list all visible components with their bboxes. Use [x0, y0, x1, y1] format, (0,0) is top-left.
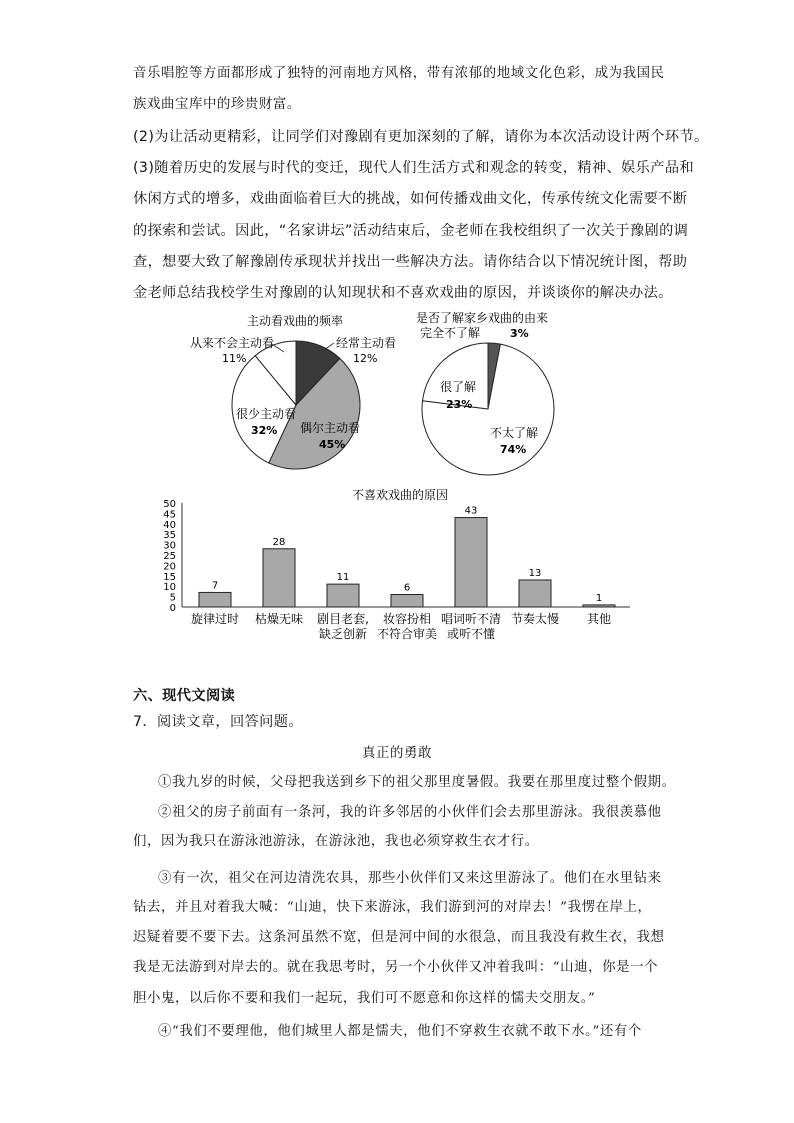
question-3-line-2: 休闲方式的增多，戏曲面临着巨大的挑战，如何传播戏曲文化，传承传统文化需要不断 [133, 191, 688, 207]
article-p3-line-4: 我是无法游到对岸去的。就在我思考时，另一个小伙伴又冲着我叫：“山迪，你是一个 [133, 960, 659, 975]
bar-value-label-4: 43 [464, 505, 478, 517]
pie2-label-little: 不太了解 [490, 426, 539, 440]
bar-category-label-2-0: 剧目老套, [317, 612, 369, 626]
pie-chart-frequency [190, 313, 396, 469]
pie-chart-origin-knowledge [416, 310, 554, 475]
article-p3-line-5: 胆小鬼，以后你不要和我们一起玩，我们可不愿意和你这样的懦夫交朋友。” [133, 991, 596, 1006]
bar-y-tick-10: 50 [163, 499, 176, 510]
bar-2 [327, 584, 359, 607]
bar-y-tick-8: 40 [163, 519, 176, 531]
pie1-value-never: 11% [222, 352, 247, 365]
question-7: 7．阅读文章，回答问题。 [133, 714, 303, 730]
article-p3-line-3: 迟疑着要不要下去。这条河虽然不宽，但是河中间的水很急，而且我没有救生衣，我想 [133, 930, 665, 945]
bar-category-label-1-0: 枯燥无味 [254, 612, 304, 626]
bar-category-label-0-0: 旋律过时 [190, 612, 240, 626]
pie2-label-none: 完全不了解 [420, 326, 481, 340]
bar-value-label-6: 1 [595, 592, 603, 604]
article-p2-line-1: ②祖父的房子前面有一条河，我的许多邻居的小伙伴们会去那里游泳。我很羡慕他 [158, 805, 662, 820]
bar-y-tick-9: 45 [163, 509, 176, 521]
bar-value-label-3: 6 [403, 582, 411, 594]
pie2-value-none: 3% [510, 327, 529, 340]
pie1-value-sometimes: 45% [319, 438, 346, 451]
question-3-line-1: (3)随着历史的发展与时代的变迁，现代人们生活方式和观念的转变，精神、娱乐产品和 [133, 160, 695, 176]
article-p4-line-1: ④“我们不要理他，他们城里人都是懦夫，他们不穿救生衣就不敢下水。”还有个 [158, 1024, 642, 1039]
question-3-line-4: 查，想要大致了解豫剧传承现状并找出一些解决方法。请你结合以下情况统计图，帮助 [133, 254, 688, 270]
pie2-value-little: 74% [500, 443, 527, 456]
article-p3-line-2: 钻去，并且对着我大喊：“山迪，快下来游泳，我们游到河的对岸去！”我愣在岸上， [133, 900, 652, 915]
pie2-title: 是否了解家乡戏曲的由来 [415, 311, 549, 325]
pie1-label-never: 从来不会主动看 [190, 336, 275, 350]
pie2-value-well: 23% [446, 398, 473, 411]
bar-category-label-4-0: 唱词听不清 [440, 612, 502, 626]
bar-category-label-4-1: 或听不懂 [446, 627, 496, 641]
bar-category-label-6-0: 其他 [586, 612, 612, 626]
bar-y-tick-0: 0 [169, 603, 176, 614]
bar-y-tick-4: 20 [163, 561, 176, 573]
bar-category-label-3-1: 不符合审美 [376, 627, 438, 641]
article-p3-line-1: ③有一次，祖父在河边清洗农具，那些小伙伴们又来这里游泳了。他们在水里钻来 [158, 871, 662, 886]
bar-y-tick-5: 25 [163, 551, 176, 562]
question-2: (2)为让活动更精彩，让同学们对豫剧有更加深刻的了解，请你为本次活动设计两个环节。 [133, 129, 709, 145]
bar-category-label-3-0: 妆容扮相 [382, 612, 432, 626]
pie1-label-rarely: 很少主动看 [236, 407, 297, 421]
bar-value-label-2: 11 [336, 572, 350, 584]
bar-value-label-5: 13 [528, 567, 542, 579]
intro-line-2: 族戏曲宝库中的珍贵财富。 [133, 97, 301, 112]
bar-title: 不喜欢戏曲的原因 [351, 488, 449, 502]
article-p2-line-2: 们，因为我只在游泳池游泳，在游泳池，我也必须穿救生衣才行。 [133, 834, 539, 849]
bar-value-label-1: 28 [272, 536, 286, 548]
intro-line-1: 音乐唱腔等方面都形成了独特的河南地方风格，带有浓郁的地域文化色彩，成为我国民 [133, 66, 665, 81]
bar-0 [199, 592, 231, 607]
bar-y-tick-3: 15 [163, 571, 176, 583]
bar-6 [583, 605, 615, 607]
pie2-label-well: 很了解 [440, 380, 477, 394]
article-p1: ①我九岁的时候，父母把我送到乡下的祖父那里度暑假。我要在那里度过整个假期。 [158, 775, 676, 790]
bar-chart-reasons [163, 487, 630, 641]
bar-y-tick-2: 10 [163, 582, 176, 594]
section-6-heading: 六、现代文阅读 [133, 688, 236, 704]
article-title: 真正的勇敢 [362, 746, 432, 761]
bar-y-tick-7: 35 [163, 530, 176, 542]
pie1-label-often: 经常主动看 [336, 336, 397, 350]
bar-value-label-0: 7 [211, 580, 219, 592]
bar-3 [391, 595, 423, 607]
bar-category-label-5-0: 节奏太慢 [510, 612, 560, 626]
bar-4 [455, 518, 487, 607]
pie1-leader-often [324, 343, 334, 350]
pie1-value-often: 12% [353, 352, 378, 365]
bar-1 [263, 549, 295, 607]
pie1-title: 主动看戏曲的频率 [246, 314, 344, 328]
bar-y-tick-1: 5 [169, 592, 176, 604]
question-3-line-5: 金老师总结我校学生对豫剧的认知现状和不喜欢戏曲的原因，并谈谈你的解决办法。 [133, 285, 673, 301]
pie1-value-rarely: 32% [251, 424, 278, 437]
question-3-line-3: 的探索和尝试。因此，“名家讲坛”活动结束后，金老师在我校组织了一次关于豫剧的调 [133, 223, 689, 239]
bar-y-tick-6: 30 [163, 540, 176, 552]
bar-category-label-2-1: 缺乏创新 [318, 627, 368, 641]
pie1-label-sometimes: 偶尔主动看 [300, 421, 361, 435]
bar-5 [519, 580, 551, 607]
